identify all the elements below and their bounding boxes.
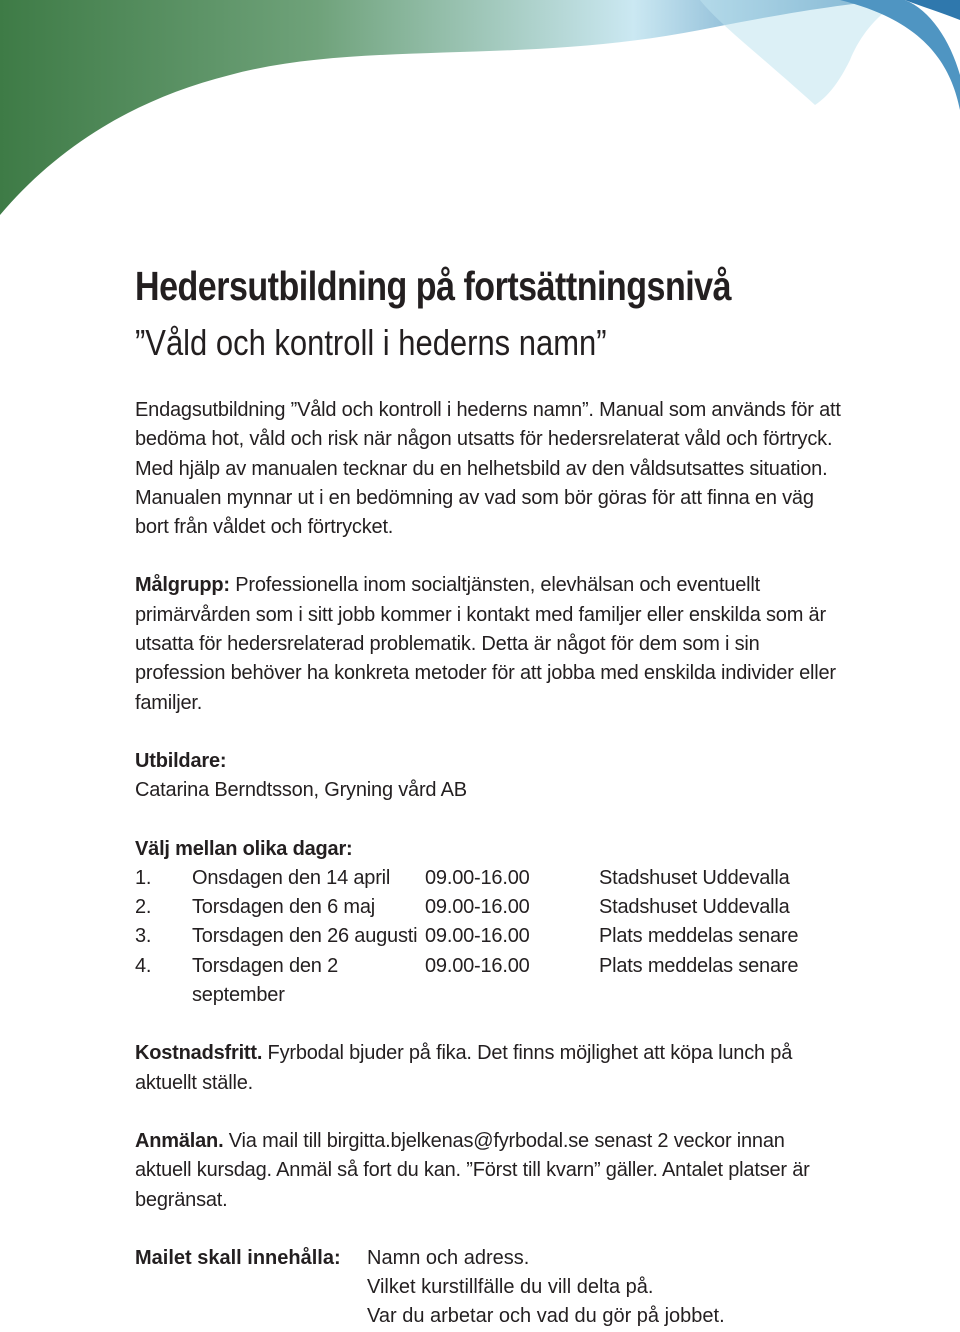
cost-text: Fyrbodal bjuder på fika. Det finns möjlighet att köpa lunch på aktuellt ställe.: [135, 1042, 793, 1094]
schedule-list: [135, 864, 845, 1010]
schedule-place: Plats meddelas senare: [599, 954, 799, 977]
schedule-place: Stadshuset Uddevalla: [599, 866, 790, 889]
registration-text: Via mail till birgitta.bjelkenas@fyrbodal.se senast 2 veckor innan aktuell kursdag. Anmäl så fort du kan. ”Först till kvarn” gäller. Antalet platser är begränsat.: [135, 1129, 810, 1211]
page-title: Hedersutbildning på fortsättningsnivå: [135, 263, 732, 309]
schedule-time: 09.00-16.00: [425, 896, 530, 919]
schedule-date: Torsdagen den 26 augusti: [192, 925, 418, 948]
trainer-name: Catarina Berndtsson, Gryning vård AB: [135, 779, 467, 802]
schedule-label: Välj mellan olika dagar:: [135, 837, 353, 860]
target-text: Professionella inom socialtjänsten, elevhälsan och eventuellt primärvården som i sitt jobb kommer i kontakt med familjer eller enskilda som är utsatta för hedersrelaterad problematik. Detta är något för dem som i sin profession behöver ha konkreta metoder för att jobba med enskilda individer eller familjer.: [135, 574, 836, 714]
registration-info: [135, 1127, 845, 1215]
target-group: [135, 571, 845, 717]
content: [135, 258, 845, 1332]
header-banner: [0, 0, 960, 230]
schedule-row: [135, 893, 845, 922]
schedule-time: 09.00-16.00: [425, 925, 530, 948]
schedule-number: 4.: [135, 954, 152, 977]
target-label: Målgrupp:: [135, 574, 230, 597]
mail-requirements: [135, 1244, 845, 1332]
schedule-place: Stadshuset Uddevalla: [599, 896, 790, 919]
schedule-place: Plats meddelas senare: [599, 925, 799, 948]
cost-info: [135, 1039, 845, 1098]
schedule-row: [135, 952, 845, 1011]
mail-line: Namn och adress.: [367, 1246, 530, 1269]
schedule-number: 2.: [135, 896, 152, 919]
mail-line: Var du arbetar och vad du gör på jobbet.: [367, 1305, 725, 1328]
schedule-time: 09.00-16.00: [425, 866, 530, 889]
schedule-section: [135, 835, 845, 1011]
schedule-number: 3.: [135, 925, 152, 948]
trainer-label: Utbildare:: [135, 749, 227, 772]
cost-label: Kostnadsfritt.: [135, 1042, 263, 1065]
schedule-number: 1.: [135, 866, 152, 889]
mail-line: Vilket kurstillfälle du vill delta på.: [367, 1276, 654, 1299]
mail-lines: [367, 1244, 725, 1332]
mail-label: Mailet skall innehålla:: [135, 1246, 341, 1269]
registration-label: Anmälan.: [135, 1129, 224, 1152]
schedule-date: Onsdagen den 14 april: [192, 866, 391, 889]
schedule-time: 09.00-16.00: [425, 954, 530, 977]
trainer-section: [135, 747, 845, 806]
schedule-row: [135, 922, 845, 951]
page-subtitle: ”Våld och kontroll i hederns namn”: [135, 322, 607, 363]
schedule-date: Torsdagen den 6 maj: [192, 896, 375, 919]
schedule-row: [135, 864, 845, 893]
intro-paragraph: Endagsutbildning ”Våld och kontroll i hederns namn”. Manual som används för att bedöma hot, våld och risk när någon utsatts för hedersrelaterat våld och förtryck. Med hjälp av manualen tecknar du en helhetsbild av den våldsutsattes situation. Manualen mynnar ut i en bedömning av vad som bör göras för att finna en väg bort från våldet och förtrycket.: [135, 399, 841, 539]
schedule-date: Torsdagen den 2 september: [192, 954, 339, 1007]
